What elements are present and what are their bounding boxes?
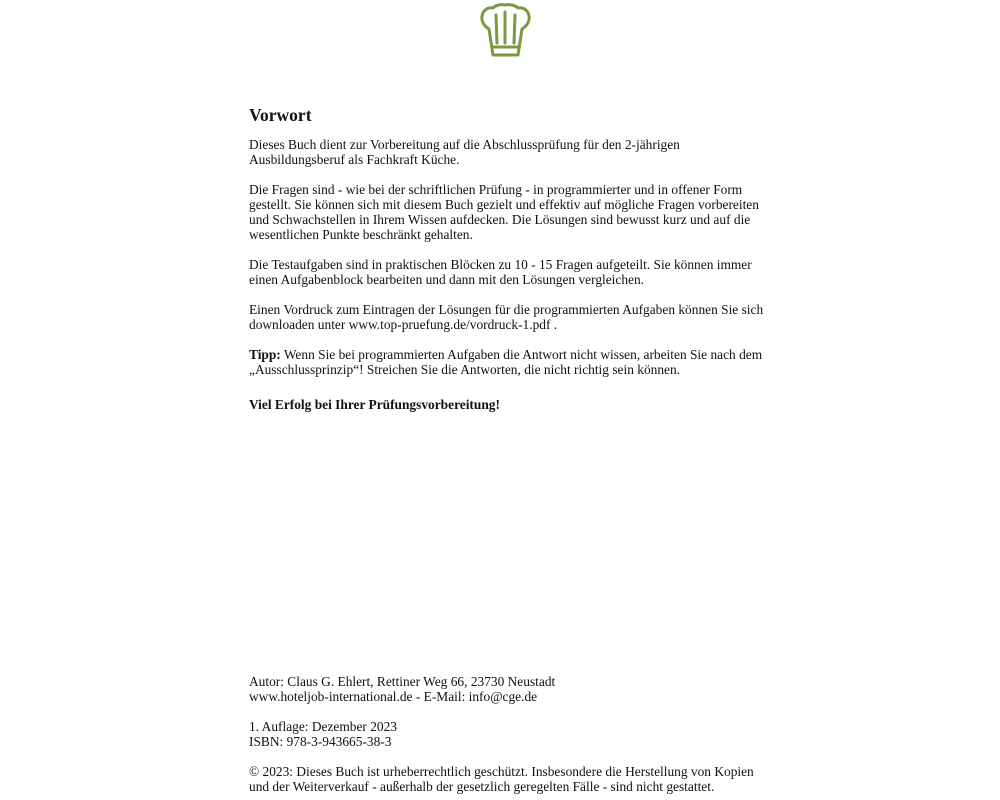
chef-hat-icon [478, 3, 534, 61]
tip-label: Tipp: [249, 347, 281, 362]
author-line: Autor: Claus G. Ehlert, Rettiner Weg 66, 23730 Neustadt [249, 674, 556, 689]
imprint [249, 674, 769, 794]
closing-line: Viel Erfolg bei Ihrer Prüfungsvorbereitung! [249, 397, 500, 412]
isbn-line: ISBN: 978-3-943665-38-3 [249, 734, 392, 749]
copyright-notice: © 2023: Dieses Buch ist urheberrechtlich geschützt. Insbesondere die Herstellung von Kopien und der Weiterverkauf - außerhalb der gesetzlich geregelten Fälle - sind nicht gestattet. [249, 764, 754, 794]
paragraph-3: Die Testaufgaben sind in praktischen Blöcken zu 10 - 15 Fragen aufgeteilt. Sie können immer einen Aufgabenblock bearbeiten und dann mit den Lösungen vergleichen. [249, 257, 752, 287]
paragraph-4: Einen Vordruck zum Eintragen der Lösungen für die programmierten Aufgaben können Sie sich downloaden unter www.top-pruefung.de/vordruck-1.pdf . [249, 302, 764, 332]
edition-line: 1. Auflage: Dezember 2023 [249, 719, 397, 734]
tip-text: Wenn Sie bei programmierten Aufgaben die Antwort nicht wissen, arbeiten Sie nach dem „Ausschlussprinzip“! Streichen Sie die Antworten, die nicht richtig sein können. [249, 347, 763, 377]
page-title: Vorwort [249, 105, 312, 125]
preface-section [249, 104, 769, 412]
paragraph-2: Die Fragen sind - wie bei der schriftlichen Prüfung - in programmierter und in offener Form gestellt. Sie können sich mit diesem Buch gezielt und effektiv auf mögliche Fragen vorbereiten und Schwachstellen in Ihrem Wissen aufdecken. Die Lösungen sind bewusst kurz und auf die wesentlichen Punkte beschränkt gehalten. [249, 182, 759, 242]
contact-line: www.hoteljob-international.de - E-Mail: info@cge.de [249, 689, 538, 704]
tip-paragraph [249, 347, 769, 377]
paragraph-1: Dieses Buch dient zur Vorbereitung auf die Abschlussprüfung für den 2-jährigen Ausbildungsberuf als Fachkraft Küche. [249, 137, 680, 167]
